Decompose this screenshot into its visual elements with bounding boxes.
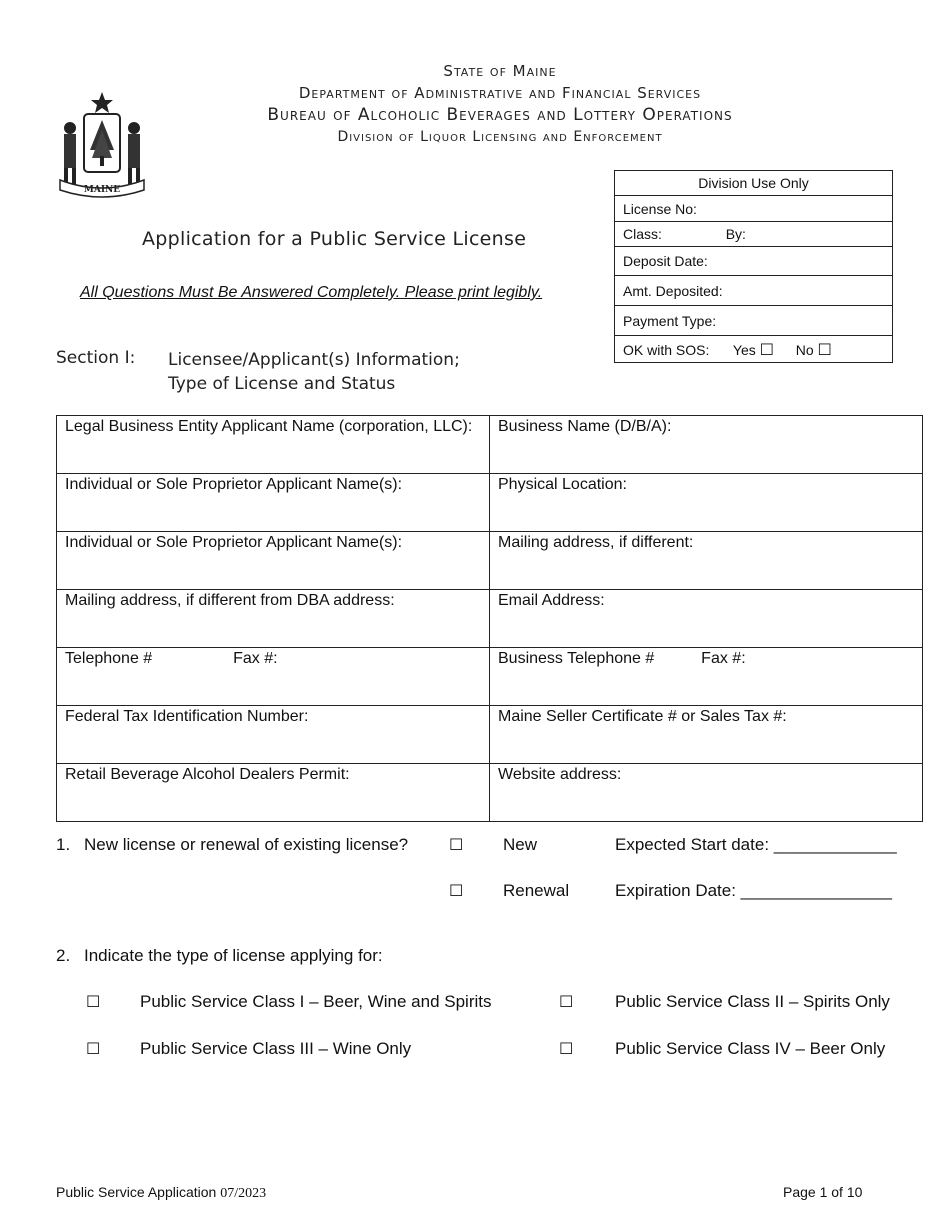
division-use-heading: Division Use Only bbox=[615, 171, 893, 196]
by-label: By: bbox=[725, 226, 746, 242]
footer-form-title: Public Service Application bbox=[56, 1184, 217, 1200]
class3-checkbox[interactable]: ☐ bbox=[86, 1039, 101, 1058]
renewal-label: Renewal bbox=[503, 881, 570, 900]
footer-form-name bbox=[56, 1184, 266, 1202]
renewal-checkbox[interactable]: ☐ bbox=[449, 881, 464, 900]
instructions: All Questions Must Be Answered Completely. Please print legibly. bbox=[80, 284, 543, 301]
mailing-address-dba-field[interactable]: Mailing address, if different from DBA address: bbox=[57, 590, 490, 648]
amt-deposited-field: Amt. Deposited: bbox=[615, 276, 893, 306]
class4-label: Public Service Class IV – Beer Only bbox=[615, 1039, 886, 1058]
business-name-field[interactable]: Business Name (D/B/A): bbox=[490, 416, 923, 474]
svg-text:MAINE: MAINE bbox=[83, 185, 121, 195]
class1-label: Public Service Class I – Beer, Wine and Spirits bbox=[140, 992, 492, 1011]
table-row bbox=[57, 590, 923, 648]
class4-checkbox[interactable]: ☐ bbox=[559, 1039, 574, 1058]
deposit-date-field: Deposit Date: bbox=[615, 247, 893, 276]
license-no-field: License No: bbox=[615, 196, 893, 222]
payment-type-field: Payment Type: bbox=[615, 306, 893, 336]
website-address-field[interactable]: Website address: bbox=[490, 764, 923, 822]
new-checkbox[interactable]: ☐ bbox=[449, 835, 464, 854]
state-seal-image bbox=[56, 88, 148, 198]
header-bureau: Bureau of Alcoholic Beverages and Lottery Operations bbox=[267, 105, 733, 125]
page-number: Page 1 of 10 bbox=[783, 1184, 863, 1200]
applicant-info-table bbox=[56, 415, 923, 822]
sos-yes-label: Yes bbox=[732, 341, 756, 358]
section-label: Section I: bbox=[56, 348, 136, 368]
sos-yes-checkbox[interactable]: ☐ bbox=[759, 339, 774, 359]
division-use-box bbox=[614, 170, 893, 363]
header-division: Division of Liquor Licensing and Enforcement bbox=[337, 129, 663, 145]
individual-name-field-2[interactable]: Individual or Sole Proprietor Applicant Name(s): bbox=[57, 532, 490, 590]
question1-text: New license or renewal of existing license? bbox=[84, 835, 409, 854]
class3-label: Public Service Class III – Wine Only bbox=[140, 1039, 412, 1058]
section-title-line1: Licensee/Applicant(s) Information; bbox=[168, 350, 460, 370]
header-department: Department of Administrative and Financial Services bbox=[298, 84, 702, 102]
telephone-fax-field[interactable] bbox=[57, 648, 490, 706]
business-telephone-label: Business Telephone # bbox=[498, 650, 655, 667]
physical-location-field[interactable]: Physical Location: bbox=[490, 474, 923, 532]
business-fax-label: Fax #: bbox=[701, 650, 746, 667]
question1-number: 1. bbox=[56, 835, 71, 854]
footer-version: 07/2023 bbox=[220, 1186, 267, 1201]
telephone-label: Telephone # bbox=[65, 650, 153, 667]
sos-no-checkbox[interactable]: ☐ bbox=[817, 339, 832, 359]
fax-label: Fax #: bbox=[233, 650, 278, 667]
business-telephone-fax-field[interactable] bbox=[490, 648, 923, 706]
table-row bbox=[57, 474, 923, 532]
seller-certificate-field[interactable]: Maine Seller Certificate # or Sales Tax #: bbox=[490, 706, 923, 764]
mailing-address-field[interactable]: Mailing address, if different: bbox=[490, 532, 923, 590]
question2-number: 2. bbox=[56, 946, 71, 965]
dealers-permit-field[interactable]: Retail Beverage Alcohol Dealers Permit: bbox=[57, 764, 490, 822]
class2-checkbox[interactable]: ☐ bbox=[559, 992, 574, 1011]
table-row bbox=[57, 648, 923, 706]
ok-with-sos-label: OK with SOS: bbox=[623, 341, 710, 358]
email-address-field[interactable]: Email Address: bbox=[490, 590, 923, 648]
class-label: Class: bbox=[623, 226, 662, 242]
new-label: New bbox=[503, 835, 538, 854]
page-title: Application for a Public Service License bbox=[142, 228, 527, 250]
section-title-line2: Type of License and Status bbox=[168, 374, 396, 394]
table-row bbox=[57, 764, 923, 822]
individual-name-field[interactable]: Individual or Sole Proprietor Applicant Name(s): bbox=[57, 474, 490, 532]
header-state: State of Maine bbox=[443, 62, 557, 80]
expected-start-date-field[interactable]: Expected Start date: _____________ bbox=[615, 835, 897, 854]
class2-label: Public Service Class II – Spirits Only bbox=[615, 992, 890, 1011]
sos-no-label: No bbox=[795, 341, 814, 358]
expiration-date-field[interactable]: Expiration Date: ________________ bbox=[615, 881, 892, 900]
section-title bbox=[168, 348, 460, 396]
class1-checkbox[interactable]: ☐ bbox=[86, 992, 101, 1011]
table-row bbox=[57, 416, 923, 474]
question2-text: Indicate the type of license applying for: bbox=[84, 946, 383, 965]
ok-with-sos-field bbox=[615, 336, 893, 363]
table-row bbox=[57, 706, 923, 764]
federal-tax-id-field[interactable]: Federal Tax Identification Number: bbox=[57, 706, 490, 764]
table-row bbox=[57, 532, 923, 590]
legal-entity-name-field[interactable]: Legal Business Entity Applicant Name (corporation, LLC): bbox=[57, 416, 490, 474]
class-by-field bbox=[615, 222, 893, 247]
